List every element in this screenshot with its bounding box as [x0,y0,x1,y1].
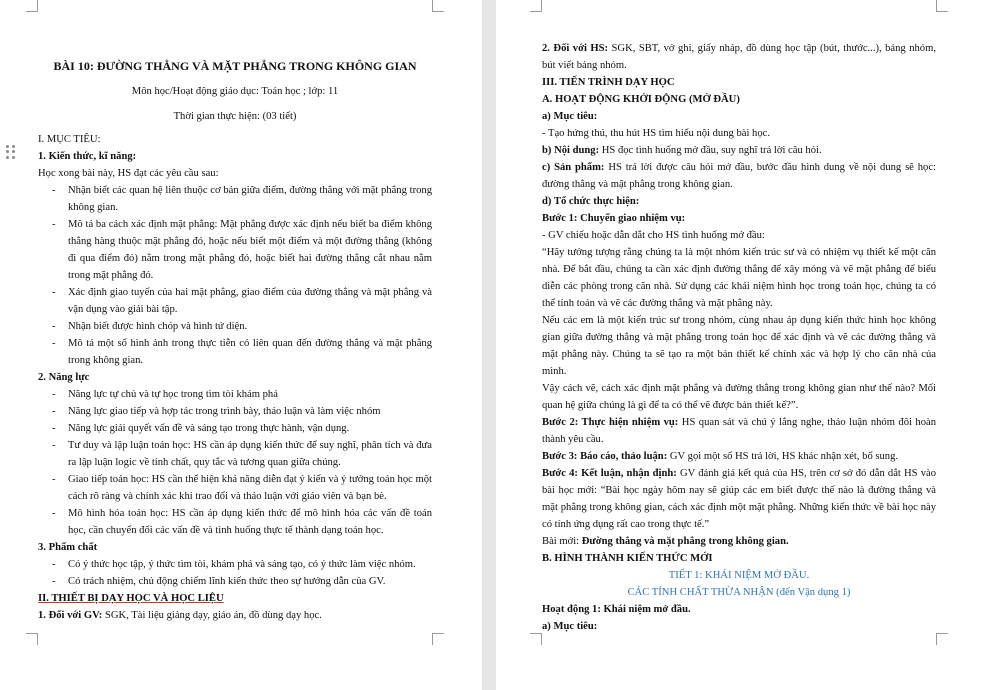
text-c: HS trả lời được câu hỏi mở đầu, bước đầu hình dung về nội dung sẽ học: đường thẳng và mặt phẳng trong không gian. [542,162,936,190]
text-new: Đường thẳng và mặt phẳng trong không gian. [581,536,789,547]
list-item: - Xác định giao tuyến của hai mặt phẳng, giao điểm của đường thẳng và mặt phẳng và vận dụng vào giải bài tập. [38,284,432,318]
section-heading: II. THIẾT BỊ DẠY HỌC VÀ HỌC LIỆU [38,593,224,604]
margin-mark-top-right [936,0,948,12]
list-item: - Giao tiếp toán học: HS cần thể hiện khả năng diễn đạt ý kiến và ý tưởng toán học một cách rõ ràng và chính xác khi trao đổi và thảo luận với giáo viên và bạn bè. [38,471,432,505]
list-item: - Mô tả ba cách xác định mặt phẳng: Mặt phẳng được xác định nếu biết ba điểm không thẳng hàng thuộc mặt phẳng đó, hoặc nếu biết một điểm và một đường thẳng (không đi qua điểm đó) nằm trong mặt phẳng đó, hoặc biết hai đường thẳng cắt nhau nằm trong mặt phẳng đó. [38,216,432,284]
label-step3: Bước 3: Báo cáo, thảo luận: [542,451,668,462]
list-item: - Có trách nhiệm, chủ động chiếm lĩnh kiến thức theo sự hướng dẫn của GV. [38,573,432,590]
paragraph: Nếu các em là một kiến trúc sư trong nhóm, cùng nhau áp dụng kiến thức hình học không gian giữa đường thẳng và mặt phẳng trong toán học để xác định và vẽ các đường thẳng và mặt phẳng này. Chúng ta sẽ tạo ra một bản thiết kế chính xác và hợp lý cho căn nhà của mình. [542,315,936,377]
paragraph [38,607,432,624]
subsection-heading: a) Mục tiêu: [542,621,598,632]
label-new: Bài mới: [542,536,580,547]
paragraph: “Hãy tưởng tượng rằng chúng ta là một nhóm kiến trúc sư và có nhiệm vụ thiết kế một căn nhà. Để bắt đầu, chúng ta cần xác định đường thẳng để xây móng và vẽ mặt phẳng để biểu diễn các phòng trong căn nhà. Sử dụng các khái niệm hình học trong toán học, chúng ta có thể tính toán và vẽ các đường thẳng và mặt phẳng này. [542,247,936,309]
list-item: - Mô hình hóa toán học: HS cần áp dụng kiến thức để mô hình hóa các vấn đề toán học, cần chuyển đổi các vấn đề và tình huống thực tế thành dạng toán học. [38,505,432,539]
paragraph [542,465,936,533]
document-page-right [496,0,981,690]
margin-mark-bottom-right [432,633,444,645]
drag-handle-icon[interactable] [6,145,16,159]
step-heading: Bước 1: Chuyển giao nhiệm vụ: [542,213,686,224]
list-item: - Nhận biết được hình chóp và hình tứ diện. [38,318,432,335]
label-step2: Bước 2: Thực hiện nhiệm vụ: [542,417,679,428]
document-page-left [0,0,482,690]
section-heading: A. HOẠT ĐỘNG KHỞI ĐỘNG (MỞ ĐẦU) [542,94,740,105]
margin-mark-top-left [26,0,38,12]
label-c: c) Sản phẩm: [542,162,605,173]
subsection-heading: a) Mục tiêu: [542,111,598,122]
subsection-heading: 3. Phẩm chất [38,542,98,553]
paragraph: Vậy cách vẽ, cách xác định mặt phẳng và đường thẳng trong không gian như thế nào? Mối quan hệ giữa chúng là gì để ta có thể vẽ được bản thiết kế?”. [542,383,936,411]
subject-line: Môn học/Hoạt động giáo dục: Toán học ; lớp: 11 [131,86,339,97]
margin-mark-bottom-left [530,633,542,645]
text-step4: GV đánh giá kết quả của HS, trên cơ sở đó dẫn dắt HS vào bài học mới: “Bài học ngày hôm nay sẽ giúp các em biết được thế nào là đường thẳng và mặt phẳng trong không gian, cách xác định một mặt phẳng. Những kiến thức về bài học này có tính ứng dụng rất cao trong thực tế.” [542,468,936,530]
paragraph: Học xong bài này, HS đạt các yêu cầu sau: [38,168,219,179]
list-item: - Tư duy và lập luận toán học: HS cần áp dụng kiến thức để suy nghĩ, phân tích và đưa ra lập luận logic về tính chất, quy tắc và tương quan giữa chúng. [38,437,432,471]
properties-heading [542,584,936,601]
page-right-content[interactable] [542,40,936,635]
section-heading: B. HÌNH THÀNH KIẾN THỨC MỚI [542,553,713,564]
margin-mark-top-right [432,0,444,12]
properties-title: CÁC TÍNH CHẤT THỪA NHẬN [627,587,774,598]
label-b: b) Nội dung: [542,145,600,156]
margin-mark-bottom-right [936,633,948,645]
paragraph: - Tạo hứng thú, thu hút HS tìm hiểu nội dung bài học. [542,128,770,139]
period-heading: TIẾT 1: KHÁI NIỆM MỞ ĐẦU. [668,570,810,581]
subsection-heading: d) Tổ chức thực hiện: [542,196,640,207]
list-item: - Mô tả một số hình ảnh trong thực tiễn có liên quan đến đường thẳng và mặt phẳng trong không gian. [38,335,432,369]
knowledge-list [38,182,432,369]
list-item: - Nhận biết các quan hệ liên thuộc cơ bản giữa điểm, đường thẳng với mặt phẳng trong không gian. [38,182,432,216]
properties-note: (đến Vận dụng 1) [776,587,851,598]
list-item: - Có ý thức học tập, ý thức tìm tòi, khám phá và sáng tạo, có ý thức làm việc nhóm. [38,556,432,573]
paragraph [542,448,936,465]
list-item: - Năng lực giải quyết vấn đề và sáng tạo trong thực hành, vận dụng. [38,420,432,437]
paragraph [542,40,936,74]
margin-mark-top-left [530,0,542,12]
paragraph [542,159,936,193]
paragraph: - GV chiếu hoặc dẫn dắt cho HS tình huống mở đầu: [542,230,765,241]
margin-mark-bottom-left [26,633,38,645]
section-heading: I. MỤC TIÊU: [38,134,101,145]
list-item: - Năng lực tự chủ và tự học trong tìm tòi khám phá [38,386,432,403]
text-step2: HS quan sát và chú ý lắng nghe, thảo luận nhóm đôi hoàn thành yêu cầu. [542,417,936,445]
list-item: - Năng lực giao tiếp và hợp tác trong trình bày, thảo luận và làm việc nhóm [38,403,432,420]
paragraph [542,142,936,159]
text-hs: SGK, SBT, vở ghi, giấy nháp, đồ dùng học tập (bút, thước...), bảng nhóm, bút viết bảng nhóm. [542,43,936,71]
label-hs: 2. Đối với HS: [542,43,609,54]
section-heading: III. TIẾN TRÌNH DẠY HỌC [542,77,675,88]
label-gv: 1. Đối với GV: [38,610,103,621]
paragraph [542,533,936,550]
time-line: Thời gian thực hiện: (03 tiết) [173,111,297,122]
text-gv: SGK, Tài liệu giảng dạy, giáo án, đồ dùng dạy học. [105,610,322,621]
subsection-heading: 1. Kiến thức, kĩ năng: [38,151,137,162]
paragraph [542,414,936,448]
quality-list [38,556,432,590]
subsection-heading: 2. Năng lực [38,372,90,383]
competency-list [38,386,432,539]
lesson-title: BÀI 10: ĐƯỜNG THẲNG VÀ MẶT PHẲNG TRONG KHÔNG GIAN [53,59,417,73]
text-b: HS đọc tình huống mở đầu, suy nghĩ trả lời câu hỏi. [601,145,822,156]
page-left-content[interactable] [38,58,432,624]
label-step4: Bước 4: Kết luận, nhận định: [542,468,677,479]
activity-heading: Hoạt động 1: Khái niệm mở đầu. [542,604,691,615]
text-step3: GV gọi một số HS trả lời, HS khác nhận xét, bổ sung. [669,451,899,462]
